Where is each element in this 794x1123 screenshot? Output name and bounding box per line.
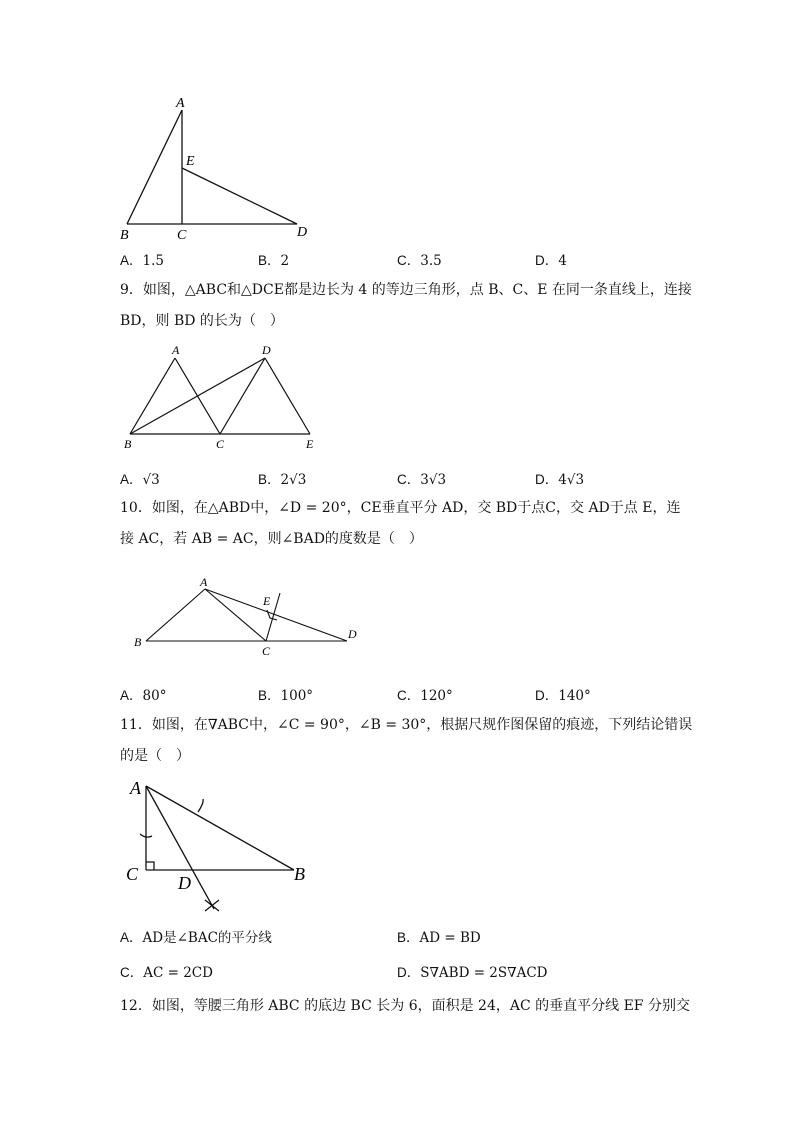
q11-option-a: A．AD是∠BAC的平分线 — [120, 930, 272, 946]
q11-stem-line1: 11．如图，在∇ABC中，∠C = 90°，∠B = 30°，根据尺规作图保留的痕迹，下列结论错误 — [120, 717, 693, 733]
q8-option-a: A．1.5 — [120, 253, 164, 269]
q11-option-c: C．AC = 2CD — [120, 965, 213, 981]
q11-option-b: B．AD = BD — [397, 930, 481, 946]
label-a: A — [176, 96, 185, 111]
label-b: B — [134, 635, 142, 649]
figure-q8 — [110, 92, 330, 248]
label-c: C — [177, 228, 187, 243]
q8-option-d: D．4 — [535, 253, 567, 269]
q10-option-c: C．120° — [397, 688, 453, 704]
q9-option-d: D．4√3 — [535, 472, 585, 488]
q9-option-b: B．2√3 — [258, 472, 307, 488]
q11-option-d: D．S∇ABD = 2S∇ACD — [397, 965, 548, 981]
q10-stem-line2: 接 AC，若 AB = AC，则∠BAD的度数是（ ） — [120, 531, 423, 547]
q10-option-d: D．140° — [535, 688, 591, 704]
q8-option-b: B．2 — [258, 253, 290, 269]
label-b: B — [294, 864, 305, 884]
label-b: B — [124, 437, 132, 451]
q9-option-a: A．√3 — [120, 472, 160, 488]
q9-stem-line1: 9．如图，△ABC和△DCE都是边长为 4 的等边三角形，点 B、C、E 在同一条直线上，连接 — [120, 282, 692, 298]
label-c: C — [216, 437, 225, 451]
q10-stem-line1: 10．如图，在△ABD中，∠D = 20°，CE垂直平分 AD，交 BD于点C，交 AD于点 E，连 — [120, 500, 681, 516]
label-d: D — [262, 343, 271, 357]
label-d: D — [178, 873, 191, 893]
q9-stem-line2: BD，则 BD 的长为（ ） — [120, 313, 284, 329]
figure-q11 — [118, 772, 318, 917]
label-e: E — [186, 154, 195, 169]
label-c: C — [126, 864, 139, 884]
label-c: C — [262, 644, 271, 658]
label-d: D — [348, 627, 357, 641]
label-a: A — [130, 778, 141, 798]
q10-option-b: B．100° — [258, 688, 314, 704]
label-e: E — [263, 594, 271, 608]
label-e: E — [306, 437, 314, 451]
label-a: A — [200, 575, 208, 589]
label-d: D — [297, 225, 308, 240]
q9-option-c: C．3√3 — [397, 472, 447, 488]
q11-stem-line2: 的是（ ） — [120, 748, 190, 764]
q8-option-c: C．3.5 — [397, 253, 442, 269]
figure-q9 — [115, 340, 330, 455]
label-a: A — [172, 343, 180, 357]
q12-stem-line1: 12．如图，等腰三角形 ABC 的底边 BC 长为 6，面积是 24，AC 的垂直平分线 EF 分别交 — [120, 998, 690, 1014]
label-b: B — [120, 228, 129, 243]
q10-option-a: A．80° — [120, 688, 167, 704]
figure-q10 — [125, 573, 370, 661]
